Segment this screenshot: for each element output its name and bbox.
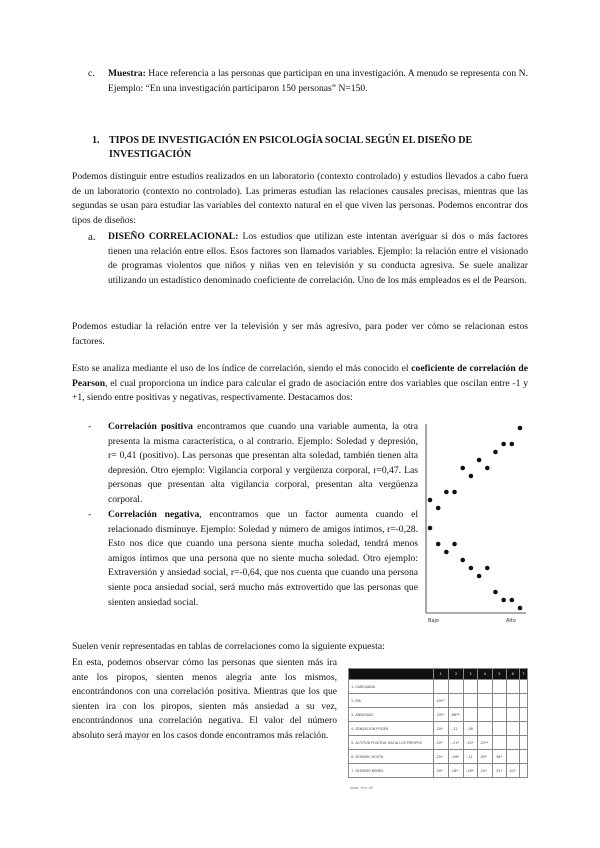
table-row	[349, 694, 528, 708]
correlational-design-text: DISEÑO CORRELACIONAL: Los estudios que utilizan este intentan averiguar si dos o más factores tienen una relación entre ellos. Esos factores son llamados variables. Ejemplo: la relación entre el visionado de programas violentos que niños y niñas ven en televisión y su conducta agresiva. Se suele analizar utilizando un estadístico denominado coeficiente de correlación. Uno de los más empleados es el de Pearson.	[108, 231, 529, 286]
table-cell: .05*	[477, 750, 492, 764]
table-cell: .66**	[448, 708, 463, 722]
table-header-row	[349, 669, 528, 680]
pearson-paragraph: Esto se analiza mediante el uso de los índice de correlación, siendo el más conocido el coeficiente de correlación de Pearson, el cual proporciona un índice para calcular el grado de asociación entre dos variables que oscilan entre -1 y +1, siendo entre positivas y negativas, respectivamente. Destacamos dos:	[72, 363, 528, 404]
tv-paragraph: Podemos estudiar la relación entre ver la televisión y ser más agresivo, para poder ver cómo se relacionan estos factores.	[72, 321, 528, 347]
table-cell	[519, 764, 527, 778]
table-header-cell: 4	[477, 669, 492, 680]
table-cell: .25*	[477, 764, 492, 778]
table-cell	[477, 722, 492, 736]
table-cell: .25*	[433, 750, 448, 764]
table-note: Nota: *p<.05	[350, 786, 374, 790]
list-marker: a.	[88, 231, 96, 243]
table-cell	[506, 708, 519, 722]
positive-scatter-point	[469, 474, 474, 479]
table-row	[349, 680, 528, 694]
term-muestra: Muestra:	[108, 68, 146, 79]
table-cell	[493, 680, 506, 694]
table-header-cell: 7	[519, 669, 527, 680]
positive-correlation-text: Correlación positiva encontramos que cuando una variable aumenta, la otra presenta la misma característica, o al contrario. Ejemplo: Soledad y depresión, r= 0,41 (positivo). Las personas que presentan alta soledad, también tienen alta depresión. Otro ejemplo: Vigilancia corporal y vergüenza corporal, r=0,47. Las personas que presentan alta vigilancia corporal, presentan alta vergüenza corporal.	[108, 421, 418, 505]
table-cell: .18*	[448, 764, 463, 778]
scatter-plot-figure	[424, 420, 528, 625]
table-cell	[519, 680, 527, 694]
negative-scatter-point	[485, 566, 490, 571]
positive-scatter-point	[452, 490, 457, 495]
table-cell	[433, 680, 448, 694]
table-row-label: 4. SENSACIÓN PODER	[349, 722, 434, 736]
table-row-label: 2. IRA	[349, 694, 434, 708]
term-positive-correlation: Correlación positiva	[108, 421, 193, 432]
table-header-cell: 6	[506, 669, 519, 680]
table-cell	[519, 736, 527, 750]
positive-scatter-point	[436, 506, 441, 511]
table-cell	[506, 736, 519, 750]
table-row	[349, 708, 528, 722]
table-cell: .32*	[493, 764, 506, 778]
term-negative-correlation: Correlación negativa	[108, 509, 200, 520]
table-row-label: 3. ANSIEDAD	[349, 708, 434, 722]
negative-correlation-text: Correlación negativa, encontramos que un factor aumenta cuando el relacionado disminuye. Ejemplo: Soledad y número de amigos íntimos, r=-0,28. Esto nos dice que cuando una persona siente mucha soledad, tendrá menos amigos íntimos que una persona que no siente mucha soledad. Otro ejemplo: Extraversión y ansiedad social, r=-0,64, que nos cuenta que cuando una persona siente poca ansiedad social, será mucho más extrovertido que las personas que sienten ansiedad social.	[108, 509, 418, 608]
list-marker: c.	[88, 68, 95, 79]
negative-scatter-point	[452, 542, 457, 547]
correlation-table	[348, 668, 528, 778]
axis-high-label: Alto	[506, 618, 516, 624]
table-row-label: 5. ACTITUD POSITIVA HACIA LOS PIROPOS	[349, 736, 434, 750]
table-header-cell: 3	[464, 669, 477, 680]
bullet-dash: -	[88, 509, 92, 520]
table-cell: -.21*	[448, 736, 463, 750]
table-cell	[506, 694, 519, 708]
negative-scatter-point	[518, 606, 523, 611]
table-row-label: 1. CARCAJADA	[349, 680, 434, 694]
positive-scatter-point	[510, 442, 515, 447]
table-cell: -.11	[464, 750, 477, 764]
term-pearson: coeficiente de correlación de Pearson	[72, 363, 528, 389]
table-header-cell	[349, 669, 434, 680]
table-cell	[493, 694, 506, 708]
positive-scatter-point	[428, 498, 433, 503]
table-cell: .10*	[464, 736, 477, 750]
table-cell	[519, 694, 527, 708]
table-cell	[493, 736, 506, 750]
intro-paragraph: Podemos distinguir entre estudios realizados en un laboratorio (contexto controlado) y estudios llevados a cabo fuera de un laboratorio (contexto no controlado). Las primeras estudian las relaciones causales precisas, mientras que las segundas se usan para estudiar las variables del contexto natural en el que viven las personas. Podemos encontrar dos tipos de diseños:	[72, 171, 528, 226]
table-header-cell: 1	[433, 669, 448, 680]
axis-low-label: Bajo	[428, 618, 439, 624]
table-cell	[506, 750, 519, 764]
table-row	[349, 764, 528, 778]
table-cell: .25**	[477, 736, 492, 750]
table-explanation: En esta, podemos observar cómo las personas que sienten más ira ante los piropos, sienten menos alegría ante los mismos, encontrándonos con una correlación positiva. Mientras que los que sienten ira con los piropos, sienten más ansiedad a su vez, encontrándonos una correlación negativa. El valor del número absoluto será mayor en los casos donde encontramos más relación.	[72, 657, 337, 741]
negative-scatter-point	[477, 574, 482, 579]
table-cell	[506, 722, 519, 736]
table-cell: .52*	[506, 764, 519, 778]
positive-scatter-point	[485, 466, 490, 471]
term-correlational-design: DISEÑO CORRELACIONAL:	[108, 231, 239, 242]
positive-scatter-point	[477, 458, 482, 463]
muestra-definition: Muestra: Hace referencia a las personas que participan en una investigación. A menudo se representa con N. Ejemplo: “En una investigación participaron 150 personas” N=150.	[108, 68, 528, 94]
table-cell	[493, 708, 506, 722]
table-cell	[464, 708, 477, 722]
negative-scatter-point	[460, 558, 465, 563]
table-cell	[519, 750, 527, 764]
table-cell	[477, 708, 492, 722]
table-cell: .28*	[464, 764, 477, 778]
table-cell: .36*	[493, 750, 506, 764]
table-cell	[448, 694, 463, 708]
table-cell: .43**	[433, 694, 448, 708]
table-cell	[448, 680, 463, 694]
negative-scatter-point	[444, 550, 449, 555]
negative-scatter-point	[436, 542, 441, 547]
table-cell: .30*	[433, 764, 448, 778]
table-cell	[519, 722, 527, 736]
table-header-cell: 5	[493, 669, 506, 680]
table-header-cell: 2	[448, 669, 463, 680]
table-cell	[506, 680, 519, 694]
table-cell: -.12	[448, 722, 463, 736]
negative-scatter-point	[469, 566, 474, 571]
table-cell: -.08	[464, 722, 477, 736]
table-row-label: 7. SEXISMO BENÉV.	[349, 764, 434, 778]
positive-scatter-point	[444, 490, 449, 495]
table-row	[349, 736, 528, 750]
negative-scatter-point	[428, 526, 433, 531]
section-title: TIPOS DE INVESTIGACIÓN EN PSICOLOGÍA SOCIAL SEGÚN EL DISEÑO DE INVESTIGACIÓN	[109, 135, 473, 160]
table-cell	[464, 680, 477, 694]
table-cell	[464, 694, 477, 708]
table-cell: .20*	[433, 722, 448, 736]
negative-scatter-point	[493, 590, 498, 595]
table-cell	[477, 694, 492, 708]
negative-scatter-point	[501, 598, 506, 603]
table-cell	[493, 722, 506, 736]
positive-scatter-point	[518, 426, 523, 431]
table-intro: Suelen venir representadas en tablas de correlaciones como la siguiente expuesta:	[72, 641, 385, 652]
table-cell: -.06*	[448, 750, 463, 764]
table-cell: .20*	[433, 736, 448, 750]
section-number: 1.	[92, 135, 100, 146]
table-cell	[477, 680, 492, 694]
positive-scatter-point	[501, 442, 506, 447]
bullet-dash: -	[88, 421, 92, 432]
positive-scatter-point	[460, 466, 465, 471]
table-row	[349, 750, 528, 764]
negative-scatter-point	[510, 598, 515, 603]
table-cell	[519, 708, 527, 722]
table-cell: .33**	[433, 708, 448, 722]
table-row	[349, 722, 528, 736]
positive-scatter-point	[493, 450, 498, 455]
table-row-label: 6. SEXISMO HOSTIL	[349, 750, 434, 764]
